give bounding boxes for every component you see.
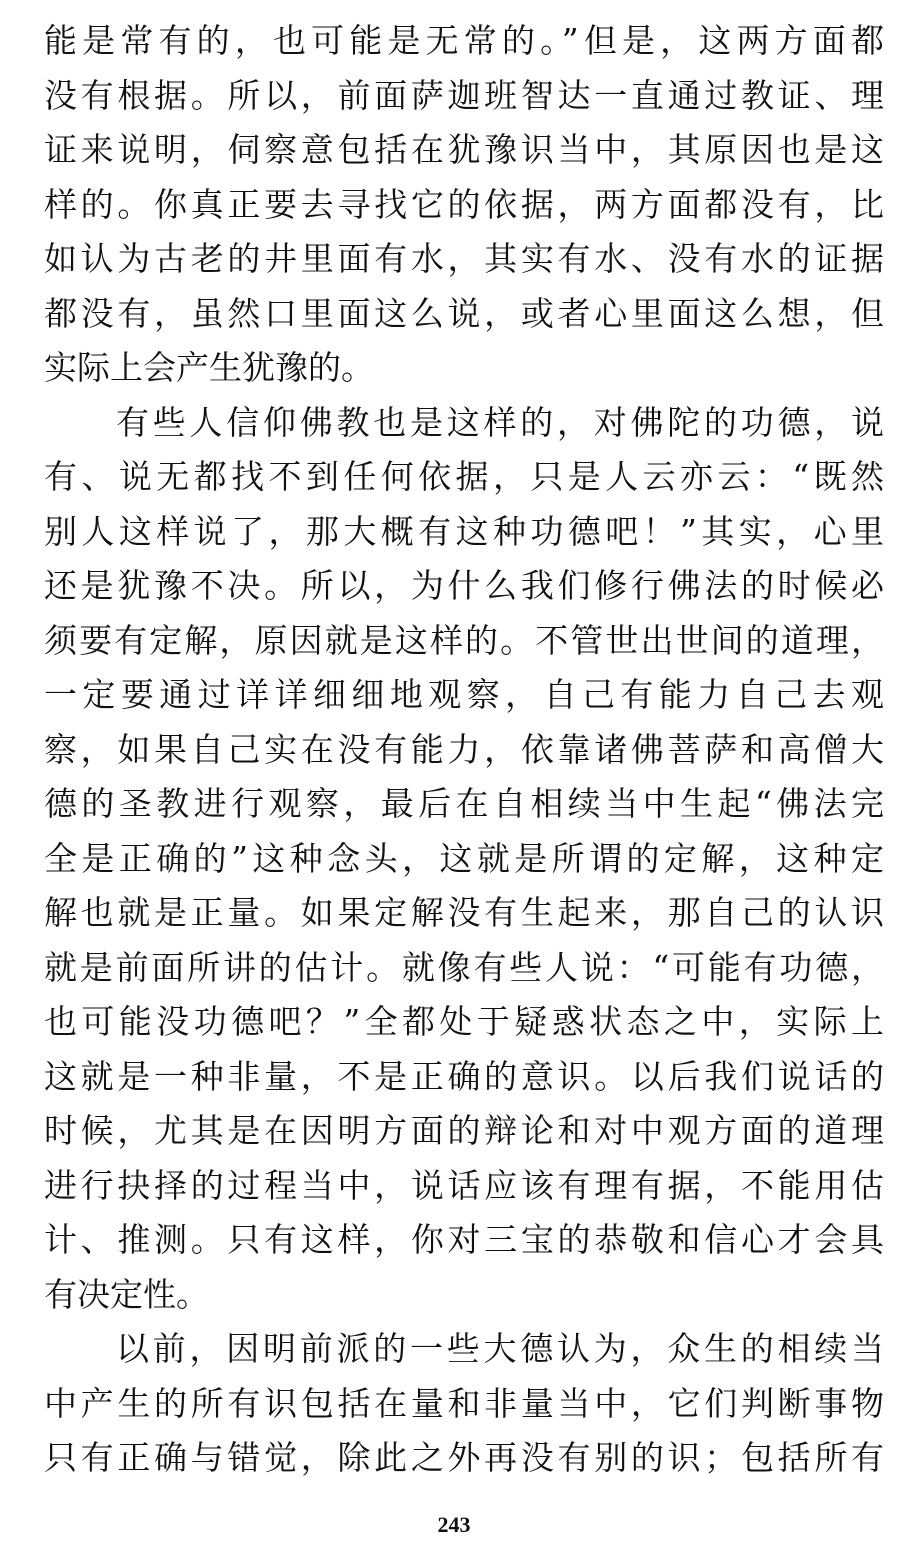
text-line: 察，如果自己实在没有能力，依靠诸佛菩萨和高僧大 <box>44 729 884 769</box>
text-line: 别人这样说了，那大概有这种功德吧！”其实，心里 <box>44 511 884 551</box>
text-line: 没有根据。所以，前面萨迦班智达一直通过教证、理 <box>44 75 884 115</box>
text-line: 还是犹豫不决。所以，为什么我们修行佛法的时候必 <box>44 566 884 605</box>
page-body <box>44 14 884 1486</box>
text-line: 须要有定解，原因就是这样的。不管世出世间的道理， <box>44 620 884 660</box>
text-line: 如认为古老的井里面有水，其实有水、没有水的证据 <box>44 239 884 278</box>
text-line: 能是常有的，也可能是无常的。”但是，这两方面都 <box>44 21 884 60</box>
text-line: 这就是一种非量，不是正确的意识。以后我们说话的 <box>44 1056 884 1096</box>
page-number: 243 <box>437 1512 471 1537</box>
text-line: 样的。你真正要去寻找它的依据，两方面都没有，比 <box>44 184 884 224</box>
text-line: 证来说明，伺察意包括在犹豫识当中，其原因也是这 <box>44 130 884 169</box>
text-line: 以前，因明前派的一些大德认为，众生的相续当 <box>116 1329 884 1368</box>
text-line: 就是前面所讲的估计。就像有些人说：“可能有功德， <box>44 947 884 987</box>
text-line: 时候，尤其是在因明方面的辩论和对中观方面的道理 <box>44 1111 884 1150</box>
text-line: 也可能没功德吧？”全都处于疑惑状态之中，实际上 <box>44 1002 884 1041</box>
paragraph <box>44 1322 884 1486</box>
text-line: 全是正确的”这种念头，这就是所谓的定解，这种定 <box>44 838 884 878</box>
text-line: 只有正确与错觉，除此之外再没有别的识；包括所有 <box>44 1438 884 1477</box>
text-line: 实际上会产生犹豫的。 <box>44 348 374 387</box>
paragraph <box>44 14 884 396</box>
text-line: 中产生的所有识包括在量和非量当中，它们判断事物 <box>44 1383 884 1423</box>
text-line: 进行抉择的过程当中，说话应该有理有据，不能用估 <box>44 1165 884 1205</box>
paragraph <box>44 396 884 1323</box>
text-line: 德的圣教进行观察，最后在自相续当中生起“佛法完 <box>44 784 884 823</box>
text-line: 解也就是正量。如果定解没有生起来，那自己的认识 <box>44 893 884 932</box>
text-line: 一定要通过详详细细地观察，自己有能力自己去观 <box>44 675 884 714</box>
text-line: 计、推测。只有这样，你对三宝的恭敬和信心才会具 <box>44 1220 884 1259</box>
text-line: 有些人信仰佛教也是这样的，对佛陀的功德，说 <box>116 402 884 442</box>
text-line: 有、说无都找不到任何依据，只是人云亦云：“既然 <box>44 457 884 496</box>
text-line: 都没有，虽然口里面这么说，或者心里面这么想，但 <box>44 293 884 333</box>
text-line: 有决定性。 <box>44 1274 209 1314</box>
